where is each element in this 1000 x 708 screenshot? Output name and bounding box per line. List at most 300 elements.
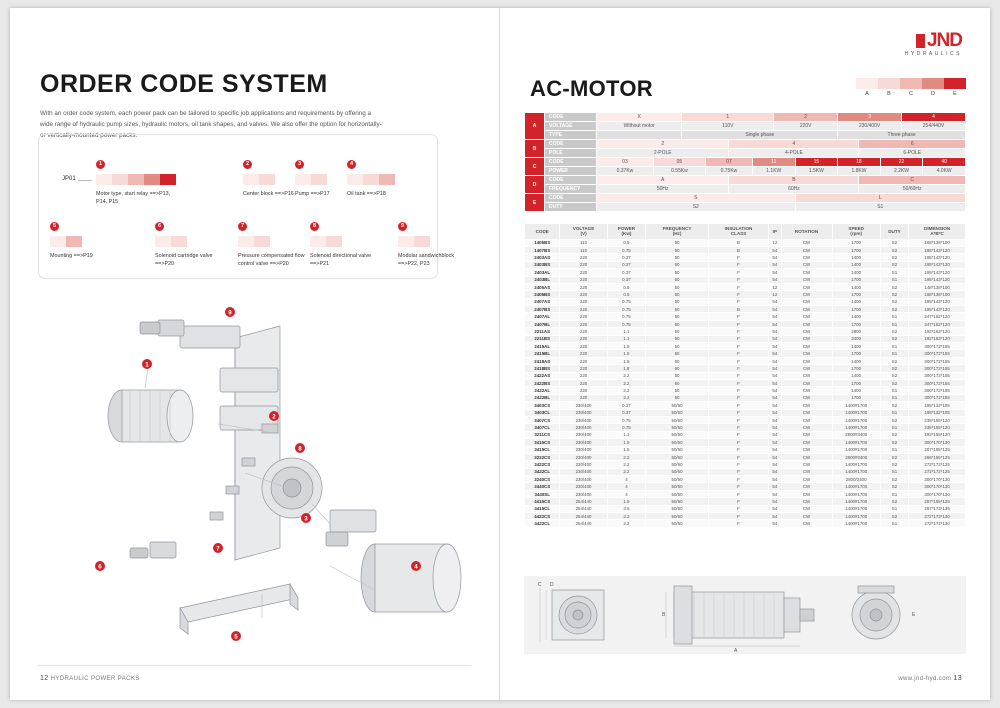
code-key-cell: B: [729, 176, 859, 185]
code-key-cell: S2: [597, 203, 796, 212]
spec-cell: F: [708, 520, 768, 527]
code-key-row: [525, 176, 966, 185]
spec-code-cell: 3222CS: [525, 453, 560, 460]
callout-label-2: Center block ==>P16: [243, 191, 294, 197]
spec-cell: 1700: [832, 379, 880, 386]
spec-cell: CW: [781, 424, 832, 431]
spec-cell: 50/60: [646, 409, 709, 416]
spec-cell: S1: [880, 320, 908, 327]
svg-text:6: 6: [98, 563, 102, 571]
spec-cell: S2: [880, 254, 908, 261]
table-row: [525, 424, 966, 431]
page-title: ORDER CODE SYSTEM: [40, 70, 328, 98]
table-row: [525, 365, 966, 372]
code-key-cell: 05: [653, 158, 705, 167]
spec-cell: 272*172*125: [909, 468, 966, 475]
swatch: [347, 174, 363, 185]
spec-cell: 168*138*100: [909, 239, 966, 246]
spec-cell: F: [708, 328, 768, 335]
swatch: [310, 236, 326, 247]
legend-chip: [944, 78, 966, 89]
spec-cell: S1: [880, 424, 908, 431]
spec-cell: 1700: [832, 394, 880, 401]
code-key-cell: Single phase: [682, 131, 838, 140]
spec-cell: 2.2: [607, 453, 646, 460]
spec-cell: 235*155*120: [909, 424, 966, 431]
spec-cell: 220: [560, 276, 607, 283]
code-key-cell: S1: [795, 203, 965, 212]
spec-cell: 54: [769, 476, 781, 483]
left-footer-rule: [38, 665, 471, 666]
spec-cell: 50/60: [646, 483, 709, 490]
spec-cell: S2: [880, 357, 908, 364]
spec-cell: 192*163*120: [909, 328, 966, 335]
spec-cell: 1.1: [607, 335, 646, 342]
svg-text:D: D: [550, 582, 554, 588]
spec-cell: 220: [560, 328, 607, 335]
spec-cell: F: [708, 320, 768, 327]
spec-cell: CW: [781, 461, 832, 468]
spec-cell: 195*143*120: [909, 254, 966, 261]
logo-bar-icon: [916, 34, 925, 48]
spec-cell: 300*172*155: [909, 357, 966, 364]
spec-code-cell: 3440CS: [525, 483, 560, 490]
spec-cell: 1700: [832, 350, 880, 357]
spec-cell: B: [708, 306, 768, 313]
spec-cell: CW: [781, 476, 832, 483]
spec-cell: S2: [880, 379, 908, 386]
spec-cell: 2.2: [607, 379, 646, 386]
table-row: [525, 379, 966, 386]
code-key-field: FREQUENCY: [545, 185, 597, 194]
code-key-cell: X: [597, 113, 682, 122]
callout-label-9: Modular sandwichblock ==>P22, P23: [398, 253, 455, 268]
swatch: [238, 236, 254, 247]
spec-cell: CW: [781, 387, 832, 394]
legend-chip-label: E: [953, 91, 957, 97]
spec-cell: 1.5: [607, 498, 646, 505]
spec-cell: F: [708, 483, 768, 490]
spec-cell: F: [708, 298, 768, 305]
spec-cell: 1.8: [607, 365, 646, 372]
spec-cell: S1: [880, 350, 908, 357]
spec-code-cell: 3403CL: [525, 409, 560, 416]
callout-label-5: Mounting ==>P19: [50, 253, 93, 259]
code-key-cell: L: [795, 194, 965, 203]
spec-cell: S2: [880, 335, 908, 342]
spec-cell: 220: [560, 350, 607, 357]
spec-cell: 50/60: [646, 446, 709, 453]
swatch-group-4: [347, 174, 395, 185]
spec-cell: 272*172*125: [909, 461, 966, 468]
spec-cell: 266*155*125: [909, 453, 966, 460]
spec-cell: 247*152*120: [909, 320, 966, 327]
spec-cell: 220: [560, 357, 607, 364]
spec-cell: 1400#1700: [832, 409, 880, 416]
code-key-letter: C: [525, 158, 545, 176]
code-key-field: CODE: [545, 194, 597, 203]
table-row: [525, 394, 966, 401]
spec-cell: S2: [880, 306, 908, 313]
spec-cell: 1400: [832, 261, 880, 268]
spec-cell: 220: [560, 379, 607, 386]
right-footer-text: www.jnd-hyd.com: [898, 676, 952, 682]
left-page-number: 12: [40, 675, 49, 682]
spec-cell: 1400#1700: [832, 402, 880, 409]
spec-cell: F: [708, 276, 768, 283]
table-row: [525, 343, 966, 350]
spec-cell: S2: [880, 513, 908, 520]
table-row: [525, 239, 966, 246]
callout-badge-4: 4: [347, 160, 356, 169]
spec-cell: 1400: [832, 357, 880, 364]
code-key-letter: E: [525, 194, 545, 212]
spec-cell: 230/400: [560, 416, 607, 423]
spec-cell: 60: [646, 394, 709, 401]
spec-cell: F: [708, 387, 768, 394]
spec-cell: 1400#1700: [832, 513, 880, 520]
table-row: [525, 276, 966, 283]
spec-cell: F: [708, 490, 768, 497]
code-key-cell: 2: [774, 113, 838, 122]
swatch: [112, 174, 128, 185]
spec-cell: 300*172*155: [909, 372, 966, 379]
spec-cell: F: [708, 261, 768, 268]
spec-code-cell: 1405BS: [525, 239, 560, 246]
code-key-cell: 18: [838, 158, 881, 167]
spec-cell: 54: [769, 446, 781, 453]
spec-cell: 220: [560, 291, 607, 298]
spec-cell: CW: [781, 468, 832, 475]
spec-cell: 54: [769, 320, 781, 327]
spec-cell: 230/400: [560, 453, 607, 460]
spec-column-header: IP: [769, 224, 781, 240]
spec-cell: 254/440: [560, 520, 607, 527]
spec-cell: S2: [880, 372, 908, 379]
spec-cell: 254/440: [560, 498, 607, 505]
spec-cell: 148*138*100: [909, 283, 966, 290]
svg-text:A: A: [734, 648, 738, 654]
code-key-cell: 6: [859, 140, 966, 149]
code-key-cell: Without motor: [597, 122, 682, 131]
spec-cell: CW: [781, 357, 832, 364]
code-key-cell: 0.55Kw: [653, 167, 705, 176]
spec-code-cell: 1407BS: [525, 246, 560, 253]
swatch-group-3: [295, 174, 327, 185]
code-key-cell: 2-POLE: [597, 149, 729, 158]
callout-label-6: Solenoid cartridge valve ==>P20: [155, 253, 213, 268]
callout-badge-6: 6: [155, 222, 164, 231]
spec-cell: S2: [880, 483, 908, 490]
code-key-cell: 3: [838, 113, 902, 122]
callout-badge-1: 1: [96, 160, 105, 169]
spec-column-header: FREQUENCY (Hz): [646, 224, 709, 240]
spec-cell: 300*172*155: [909, 394, 966, 401]
spec-cell: S1: [880, 490, 908, 497]
code-key-cell: 110V: [682, 122, 774, 131]
spec-cell: 50: [646, 254, 709, 261]
spec-column-header: DUTY: [880, 224, 908, 240]
swatch: [259, 174, 275, 185]
spec-cell: 1400: [832, 387, 880, 394]
table-row: [525, 357, 966, 364]
spec-cell: 230/400: [560, 439, 607, 446]
spec-code-cell: 2422AL: [525, 387, 560, 394]
right-page: [500, 8, 990, 700]
spec-code-cell: 3415CS: [525, 439, 560, 446]
table-row: [525, 328, 966, 335]
spec-cell: 54: [769, 520, 781, 527]
table-row: [525, 453, 966, 460]
spec-cell: 50/60: [646, 453, 709, 460]
swatch-group-2: [243, 174, 275, 185]
swatch: [363, 174, 379, 185]
callout-badge-2: 2: [243, 160, 252, 169]
spec-cell: 54: [769, 350, 781, 357]
spec-cell: F: [708, 283, 768, 290]
spec-cell: 300*170*130: [909, 483, 966, 490]
spec-cell: 60: [646, 306, 709, 313]
spec-cell: 50/60: [646, 513, 709, 520]
spec-cell: 0.37: [607, 254, 646, 261]
code-key-cell: 1.1KW: [752, 167, 795, 176]
spec-cell: F: [708, 476, 768, 483]
code-key-cell: 22: [880, 158, 923, 167]
spec-cell: CW: [781, 490, 832, 497]
spec-code-cell: 2407AL: [525, 313, 560, 320]
spec-cell: S1: [880, 387, 908, 394]
spec-cell: F: [708, 513, 768, 520]
spec-cell: 1.8: [607, 357, 646, 364]
code-key-row: [525, 131, 966, 140]
spec-cell: 230/400: [560, 490, 607, 497]
spec-cell: F: [708, 468, 768, 475]
spec-cell: 1400#1700: [832, 461, 880, 468]
swatch: [326, 236, 342, 247]
spec-cell: 2.2: [607, 468, 646, 475]
spec-cell: CW: [781, 254, 832, 261]
spec-cell: 267*155*125: [909, 498, 966, 505]
callout-label-8: Solenoid directional valve ==>P21: [310, 253, 372, 268]
swatch: [66, 236, 82, 247]
spec-column-header: ROTATION: [781, 224, 832, 240]
spec-cell: CW: [781, 402, 832, 409]
code-key-field: DUTY: [545, 203, 597, 212]
code-key-row: [525, 167, 966, 176]
swatch: [128, 174, 144, 185]
spec-cell: S2: [880, 453, 908, 460]
spec-cell: S1: [880, 505, 908, 512]
spec-cell: CW: [781, 365, 832, 372]
motor-figures-svg: [524, 576, 966, 654]
spec-cell: 195*132*105: [909, 402, 966, 409]
spec-cell: 50/60: [646, 439, 709, 446]
spec-cell: 50/60: [646, 416, 709, 423]
spec-cell: S2: [880, 298, 908, 305]
spec-cell: 1400#1700: [832, 490, 880, 497]
code-key-field: CODE: [545, 158, 597, 167]
spec-cell: 50: [646, 372, 709, 379]
spec-cell: 220: [560, 298, 607, 305]
spec-cell: S2: [880, 416, 908, 423]
table-row: [525, 372, 966, 379]
spec-cell: 2.2: [607, 394, 646, 401]
code-key-cell: 60Hz: [729, 185, 859, 194]
spec-cell: 54: [769, 402, 781, 409]
spec-code-cell: 3403CS: [525, 402, 560, 409]
spec-cell: 50/60: [646, 520, 709, 527]
legend-chip: [900, 78, 922, 89]
spec-cell: CW: [781, 520, 832, 527]
code-key-field: CODE: [545, 140, 597, 149]
spec-cell: F: [708, 498, 768, 505]
spec-cell: 220: [560, 261, 607, 268]
spec-code-cell: 2403AL: [525, 269, 560, 276]
code-key-cell: 07: [705, 158, 752, 167]
spec-code-cell: 3415CL: [525, 446, 560, 453]
spec-cell: CW: [781, 446, 832, 453]
swatch-group-1: [96, 174, 176, 185]
spec-cell: 300*172*155: [909, 365, 966, 372]
table-row: [525, 254, 966, 261]
table-row: [525, 505, 966, 512]
callout-label-4: Oil tank ==>P18: [347, 191, 386, 197]
motor-dimension-figures: [524, 576, 966, 654]
table-row: [525, 291, 966, 298]
swatch: [311, 174, 327, 185]
spec-cell: 0.37: [607, 269, 646, 276]
svg-text:C: C: [538, 582, 542, 588]
spec-cell: CW: [781, 372, 832, 379]
spec-cell: 1400: [832, 269, 880, 276]
spec-cell: 54: [769, 505, 781, 512]
spec-cell: 195*143*120: [909, 276, 966, 283]
spec-cell: 1400#1700: [832, 483, 880, 490]
table-row: [525, 483, 966, 490]
spec-cell: CW: [781, 239, 832, 246]
code-key-row: [525, 203, 966, 212]
spec-cell: 1.1: [607, 328, 646, 335]
spec-code-cell: 2403AS: [525, 254, 560, 261]
spec-cell: 54: [769, 468, 781, 475]
spec-cell: 195*143*120: [909, 246, 966, 253]
spec-cell: S1: [880, 520, 908, 527]
spec-column-header: INSULATION CLASS: [708, 224, 768, 240]
spec-code-cell: 4422CL: [525, 520, 560, 527]
spec-cell: 54: [769, 276, 781, 283]
spec-cell: 54: [769, 328, 781, 335]
spec-cell: 0.75: [607, 320, 646, 327]
code-key-cell: Three phase: [838, 131, 966, 140]
page-spread: [10, 8, 990, 700]
spec-cell: 54: [769, 461, 781, 468]
spec-cell: 1.5: [607, 439, 646, 446]
spec-cell: 195*143*120: [909, 269, 966, 276]
spec-cell: 12: [769, 291, 781, 298]
spec-cell: 272*172*130: [909, 520, 966, 527]
spec-cell: 0.5: [607, 239, 646, 246]
brand-name: JND: [926, 30, 962, 51]
code-key-cell: S: [597, 194, 796, 203]
spec-cell: 2800#3400: [832, 431, 880, 438]
spec-code-cell: 2211AS: [525, 328, 560, 335]
spec-cell: CW: [781, 343, 832, 350]
spec-code-cell: 2407AS: [525, 298, 560, 305]
spec-cell: 2800: [832, 328, 880, 335]
spec-code-cell: 2407BS: [525, 306, 560, 313]
svg-text:9: 9: [228, 309, 232, 317]
spec-cell: 267*173*135: [909, 505, 966, 512]
swatch: [379, 174, 395, 185]
spec-cell: 54: [769, 261, 781, 268]
spec-cell: 1400#1700: [832, 505, 880, 512]
spec-cell: CW: [781, 439, 832, 446]
spec-cell: 1400: [832, 313, 880, 320]
spec-cell: CW: [781, 291, 832, 298]
spec-code-cell: 2418AS: [525, 357, 560, 364]
prefix-connector: [78, 180, 92, 181]
code-key-field: VOLTAGE: [545, 122, 597, 131]
spec-cell: F: [708, 439, 768, 446]
spec-cell: F: [708, 424, 768, 431]
svg-text:5: 5: [234, 633, 238, 641]
spec-cell: CW: [781, 328, 832, 335]
spec-cell: 50: [646, 313, 709, 320]
swatch-group-8: [310, 236, 342, 247]
spec-cell: 1400: [832, 372, 880, 379]
code-key-cell: 40: [923, 158, 966, 167]
spec-cell: 54: [769, 498, 781, 505]
table-row: [525, 306, 966, 313]
spec-cell: 1400: [832, 254, 880, 261]
spec-code-cell: 3240CS: [525, 476, 560, 483]
table-row: [525, 446, 966, 453]
table-row: [525, 283, 966, 290]
spec-cell: S2: [880, 476, 908, 483]
spec-cell: CW: [781, 379, 832, 386]
swatch-group-7: [238, 236, 270, 247]
spec-cell: 192*163*120: [909, 335, 966, 342]
spec-cell: 54: [769, 483, 781, 490]
swatch: [155, 236, 171, 247]
spec-cell: 230/400: [560, 402, 607, 409]
code-key-cell: 1.5KW: [795, 167, 838, 176]
spec-cell: 60: [646, 261, 709, 268]
spec-code-cell: 4415CL: [525, 505, 560, 512]
spec-cell: S2: [880, 461, 908, 468]
spec-cell: 1.5: [607, 350, 646, 357]
spec-cell: 3400: [832, 335, 880, 342]
spec-cell: 220: [560, 269, 607, 276]
spec-cell: 54: [769, 416, 781, 423]
spec-code-cell: 2422BL: [525, 394, 560, 401]
table-row: [525, 350, 966, 357]
spec-cell: F: [708, 335, 768, 342]
spec-cell: 54: [769, 453, 781, 460]
spec-cell: F: [708, 372, 768, 379]
spec-cell: 50/60: [646, 468, 709, 475]
spec-cell: 300*170*130: [909, 439, 966, 446]
spec-cell: F: [708, 402, 768, 409]
assembly-svg: [30, 298, 480, 668]
legend-chip-label: A: [865, 91, 869, 97]
spec-column-header: SPEED (rpm): [832, 224, 880, 240]
spec-cell: 54: [769, 313, 781, 320]
spec-cell: 2800#3400: [832, 453, 880, 460]
spec-cell: 50/60: [646, 431, 709, 438]
spec-cell: 54: [769, 387, 781, 394]
spec-cell: 54: [769, 269, 781, 276]
